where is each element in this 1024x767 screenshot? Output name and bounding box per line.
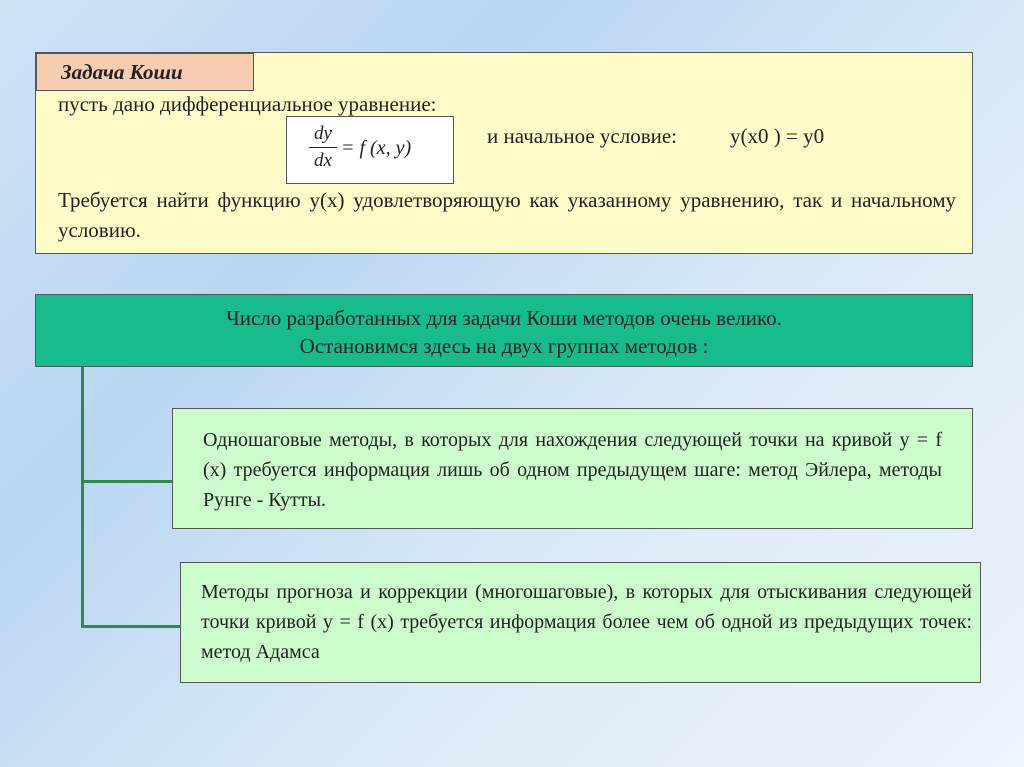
initial-condition-label: и начальное условие: <box>487 124 678 148</box>
cauchy-requirement: Требуется найти функцию y(x) удовлетворяющую как указанному уравнению, так и начальному условию. <box>58 188 956 242</box>
methods-header-line1: Число разработанных для задачи Коши методов очень велико. <box>226 306 782 330</box>
one-step-methods-panel <box>172 408 973 529</box>
cauchy-intro: пусть дано дифференциальное уравнение: <box>58 92 437 116</box>
derivative-fraction <box>309 123 337 172</box>
fraction-numerator: dy <box>309 123 337 148</box>
tree-connector-branch-2 <box>81 625 181 628</box>
equation-rhs: = f (x, y) <box>341 137 412 159</box>
cauchy-title: Задача Коши <box>36 53 254 91</box>
tree-connector-vertical <box>81 367 84 628</box>
initial-condition: y(x0 ) = y0 <box>730 124 825 148</box>
fraction-denominator: dx <box>314 150 332 171</box>
predictor-corrector-methods-text: Методы прогноза и коррекции (многошаговые), в которых для отыскивания следующей точки кривой y = f (x) требуется информация более чем об одной из предыдущих точек: метод Адамса <box>201 581 972 663</box>
methods-header <box>35 294 973 367</box>
predictor-corrector-methods-panel <box>180 562 981 683</box>
methods-header-line2: Остановимся здесь на двух группах методов : <box>299 334 709 358</box>
tree-connector-branch-1 <box>81 480 173 483</box>
one-step-methods-text: Одношаговые методы, в которых для нахождения следующей точки на кривой y = f (x) требуется информация лишь об одном предыдущем шаге: метод Эйлера, методы Рунге - Кутты. <box>203 429 942 511</box>
differential-equation-formula <box>286 116 454 184</box>
